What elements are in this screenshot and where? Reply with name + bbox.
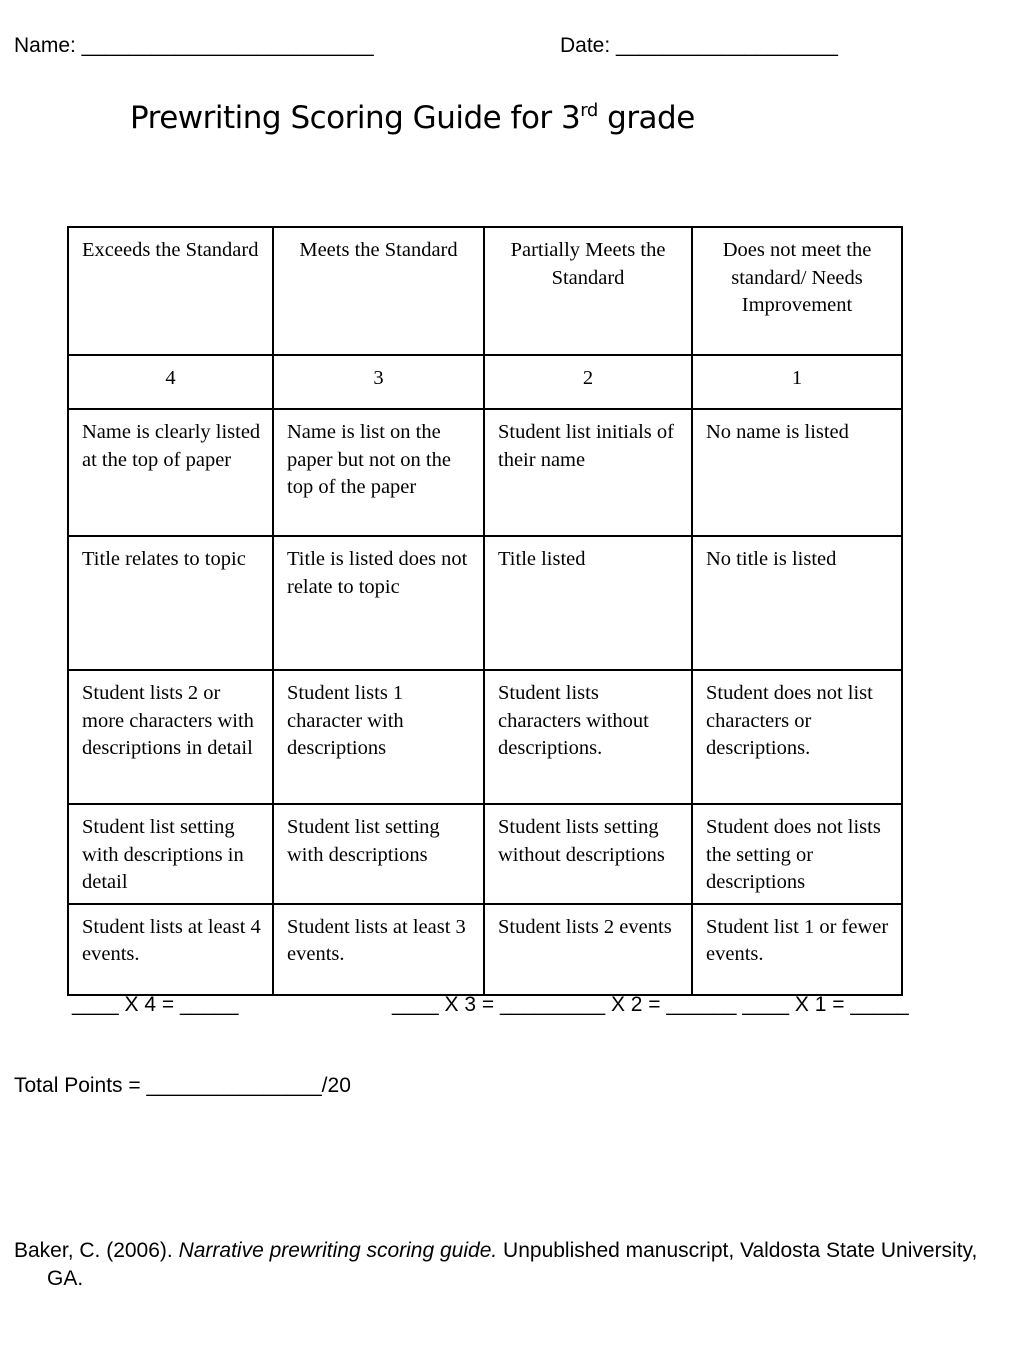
table-cell: No name is listed [692, 409, 902, 536]
column-header-does-not-meet: Does not meet the standard/ Needs Improvement [692, 227, 902, 355]
score-cell: 3 [273, 355, 484, 409]
table-cell: Student lists 2 or more characters with descriptions in detail [68, 670, 273, 804]
table-cell: No title is listed [692, 536, 902, 670]
table-cell: Student does not lists the setting or descriptions [692, 804, 902, 904]
date-field[interactable]: Date: ___________________ [560, 34, 838, 57]
citation-author: Baker, C. (2006). [14, 1239, 179, 1262]
column-header-partially-meets: Partially Meets the Standard [484, 227, 692, 355]
table-cell: Title relates to topic [68, 536, 273, 670]
table-cell: Student lists characters without descriptions. [484, 670, 692, 804]
table-cell: Student list initials of their name [484, 409, 692, 536]
table-cell: Title listed [484, 536, 692, 670]
tally-x4[interactable]: ____ X 4 = _____ [72, 993, 239, 1016]
title-superscript: rd [580, 100, 598, 121]
citation [14, 1237, 994, 1293]
table-row-setting [68, 804, 902, 904]
table-cell: Student list setting with descriptions [273, 804, 484, 904]
table-row-events [68, 904, 902, 995]
table-header-row [68, 227, 902, 355]
score-row [68, 355, 902, 409]
column-header-meets: Meets the Standard [273, 227, 484, 355]
table-cell: Student does not list characters or descriptions. [692, 670, 902, 804]
table-cell: Name is list on the paper but not on the top of the paper [273, 409, 484, 536]
table-cell: Student list setting with descriptions in detail [68, 804, 273, 904]
page-title [130, 100, 695, 136]
table-cell: Name is clearly listed at the top of paper [68, 409, 273, 536]
table-cell: Student lists at least 3 events. [273, 904, 484, 995]
table-row-name [68, 409, 902, 536]
score-cell: 4 [68, 355, 273, 409]
scoring-rubric-table [67, 226, 903, 996]
citation-work-title: Narrative prewriting scoring guide. [178, 1239, 498, 1262]
table-cell: Student lists 1 character with descriptions [273, 670, 484, 804]
tally-x3-x2-x1[interactable]: ____ X 3 = _________ X 2 = ______ ____ X 1 = _____ [392, 993, 909, 1016]
table-row-characters [68, 670, 902, 804]
table-cell: Student lists 2 events [484, 904, 692, 995]
table-row-title [68, 536, 902, 670]
total-points[interactable]: Total Points = _______________/20 [14, 1074, 351, 1097]
title-suffix: grade [597, 100, 695, 136]
table-cell: Student lists at least 4 events. [68, 904, 273, 995]
column-header-exceeds: Exceeds the Standard [68, 227, 273, 355]
citation-publisher: Unpublished manuscript, Valdosta State University, GA. [47, 1239, 978, 1290]
table-cell: Student list 1 or fewer events. [692, 904, 902, 995]
score-cell: 1 [692, 355, 902, 409]
score-cell: 2 [484, 355, 692, 409]
name-field[interactable]: Name: _________________________ [14, 34, 374, 57]
title-main: Prewriting Scoring Guide for 3 [130, 100, 581, 136]
table-cell: Title is listed does not relate to topic [273, 536, 484, 670]
table-cell: Student lists setting without descriptions [484, 804, 692, 904]
